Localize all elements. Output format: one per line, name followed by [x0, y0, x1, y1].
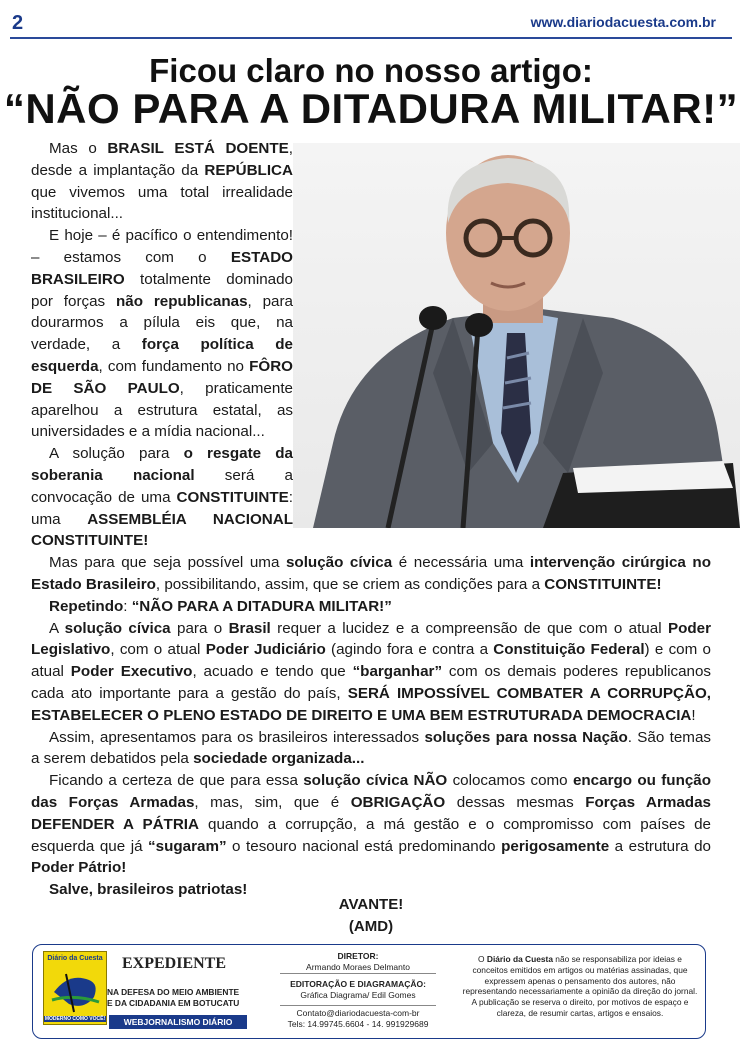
page-number: 2 [12, 12, 24, 34]
article-paragraph: E hoje – é pacífico o entendimento! – estamos com o ESTADO BRASILEIRO totalmente dominado por forças não republicanas, para dourarmos a pílula eis que, na verdade, a força política de esquerda, com fundamento no FÔRO DE SÃO PAULO, praticamente aparelhou a estrutura estatal, as universidades e a mídia nacional... [31, 227, 294, 441]
contact-email[interactable]: Contato@diariodacuesta-com-br [296, 1008, 420, 1018]
mission-line-2: E DA CIDADANIA EM BOTUCATU [107, 998, 240, 1008]
page-header [0, 0, 742, 40]
header-divider [10, 37, 732, 39]
expediente-title: EXPEDIENTE [121, 955, 227, 972]
disclaimer: O Diário da Cuesta não se responsabiliza por ideias e conceitos emitidos em artigos ou matérias assinadas, que expressem apenas o pensamento dos autores, não representando necessariamente a opinião da direção do jornal. A publicação se reserva o direito, por motivos de espaço e clareza, de resumir cartas, artigos e ensaios. [462, 954, 698, 1018]
editorial-name: Gráfica Diagrama/ Edil Gomes [300, 989, 416, 1000]
article-paragraph: Ficando a certeza de que para essa solução cívica NÃO colocamos como encargo ou função das Forças Armadas, mas, sim, que é OBRIGAÇÃO dessas mesmas Forças Armadas DEFENDER A PÁTRIA quando a corrupção, a má gestão e o compromisso com países de esquerda que já “sugaram” o tesouro nacional está predominando perigosamente a estrutura do Poder Pátrio! [31, 772, 712, 877]
editorial-label: EDITORAÇÃO E DIAGRAMAÇÃO: [290, 979, 426, 989]
newspaper-logo [43, 951, 107, 1025]
webjornalismo-badge: WEBJORNALISMO DIÁRIO [109, 1015, 247, 1029]
article-paragraph: Mas para que seja possível uma solução cívica é necessária uma intervenção cirúrgica no Estado Brasileiro, possibilitando, assim, que se criem as condições para a CONSTITUINTE! [31, 554, 711, 593]
closing-avante: AVANTE! [338, 896, 404, 913]
disclaimer-newspaper-name: Diário da Cuesta [486, 954, 553, 964]
article-paragraph: Mas o BRASIL ESTÁ DOENTE, desde a implantação da REPÚBLICA que vivemos uma total irrealidade institucional... [31, 140, 293, 223]
director-label: DIRETOR: [337, 951, 379, 961]
site-url-link[interactable]: www.diariodacuesta.com.br [530, 14, 716, 30]
logo-title: Diário da Cuesta [47, 955, 103, 962]
photo-wrap-space [293, 138, 711, 547]
article-paragraph: Assim, apresentamos para os brasileiros interessados soluções para nossa Nação. São temas a serem debatidos pela sociedade organizada... [31, 728, 711, 768]
headline-line-1: Ficou claro no nosso artigo: [149, 52, 593, 89]
article-paragraph: A solução para o resgate da soberania nacional será a convocação de uma CONSTITUINTE: uma ASSEMBLÉIA NACIONAL CONSTITUINTE! [31, 445, 293, 550]
credits-divider [280, 1005, 436, 1006]
credits-divider [280, 973, 436, 974]
staff-credits [273, 951, 443, 1029]
logo-tagline: MODERNO COMO VOCÊ! [44, 1016, 106, 1022]
headline-line-2: “NÃO PARA A DITADURA MILITAR!” [3, 85, 739, 132]
director-name: Armando Moraes Delmanto [306, 961, 410, 972]
contact-phones: Tels: 14.99745.6604 - 14. 991929689 [287, 1018, 429, 1029]
article-body [31, 138, 711, 901]
article-paragraph: Repetindo: “NÃO PARA A DITADURA MILITAR!” [49, 597, 392, 615]
mission-line-1: NA DEFESA DO MEIO AMBIENTE [107, 987, 240, 997]
closing-signature: (AMD) [348, 918, 394, 935]
expediente-box [32, 944, 706, 1039]
article-paragraph: Salve, brasileiros patriotas! [49, 881, 248, 899]
article-paragraph: A solução cívica para o Brasil requer a lucidez e a compreensão de que com o atual Poder Legislativo, com o atual Poder Judiciário (agindo fora e contra a Constituição Federal) e com o atual Poder Executivo, acuado e tendo que “barganhar” com os demais poderes republicanos cada ato importante para a gestão do país, SERÁ IMPOSSÍVEL COMBATER A CORRUPÇÃO, ESTABELECER O PLENO ESTADO DE DIREITO E UMA BEM ESTRUTURADA DEMOCRACIA! [31, 619, 712, 724]
